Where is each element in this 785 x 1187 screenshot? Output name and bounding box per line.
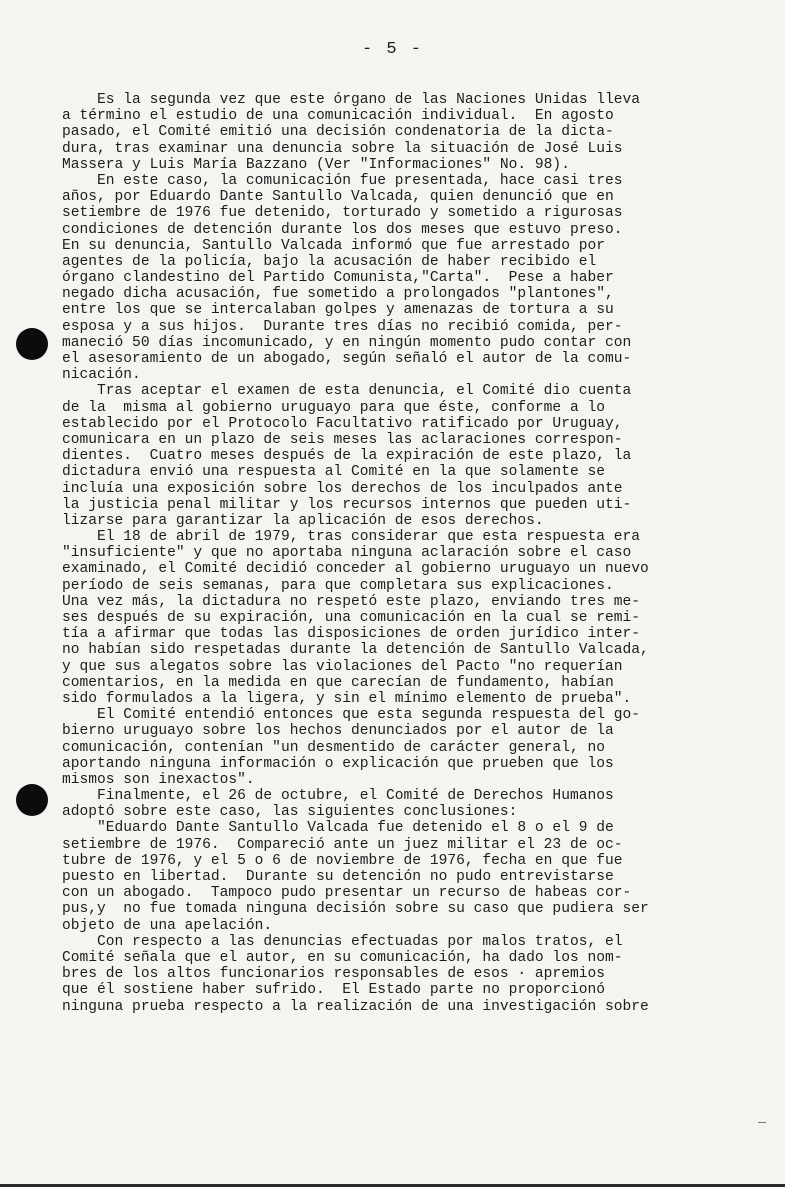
text-line: agentes de la policía, bajo la acusación de haber recibido el	[62, 253, 597, 270]
text-line: adoptó sobre este caso, las siguientes conclusiones:	[62, 804, 518, 821]
text-line: "insuficiente" y que no aportaba ninguna aclaración sobre el caso	[62, 545, 632, 562]
text-line: Con respecto a las denuncias efectuadas por malos tratos, el	[62, 933, 623, 950]
text-line: puesto en libertad. Durante su detención no pudo entrevistarse	[62, 869, 614, 885]
text-line: En este caso, la comunicación fue presentada, hace casi tres	[62, 172, 623, 189]
text-line: y que sus alegatos sobre las violaciones del Pacto "no requerían	[62, 658, 623, 675]
text-line: pasado, el Comité emitió una decisión condenatoria de la dicta-	[62, 124, 614, 141]
text-line: a término el estudio de una comunicación individual. En agosto	[62, 108, 614, 125]
body-text	[62, 92, 752, 1031]
text-line: órgano clandestino del Partido Comunista,"Carta". Pese a haber	[62, 270, 614, 287]
text-line: ses después de su expiración, una comunicación en la cual se remi-	[62, 610, 641, 626]
text-line: aportando ninguna información o explicación que prueben que los	[62, 755, 614, 772]
text-line: Comité señala que el autor, en su comunicación, ha dado los nom-	[62, 949, 623, 966]
text-line: período de seis semanas, para que completara sus explicaciones.	[62, 577, 614, 594]
text-line: dientes. Cuatro meses después de la expiración de este plazo, la	[62, 448, 632, 465]
text-line: sido formulados a la ligera, y sin el mínimo elemento de prueba".	[62, 690, 632, 707]
text-line: nicación.	[62, 367, 141, 384]
text-line: comunicación, contenían "un desmentido de carácter general, no	[62, 739, 605, 756]
text-line: dura, tras examinar una denuncia sobre la situación de José Luis	[62, 140, 623, 157]
text-line: setiembre de 1976. Compareció ante un juez militar el 23 de oc-	[62, 836, 623, 853]
text-line: Tras aceptar el examen de esta denuncia, el Comité dio cuenta	[62, 383, 632, 400]
text-line: tubre de 1976, y el 5 o 6 de noviembre de 1976, fecha en que fue	[62, 852, 623, 869]
text-line: objeto de una apelación.	[62, 917, 273, 934]
text-line: negado dicha acusación, fue sometido a prolongados "plantones",	[62, 286, 614, 303]
text-line: Finalmente, el 26 de octubre, el Comité de Derechos Humanos	[62, 788, 614, 805]
text-line: de la misma al gobierno uruguayo para que éste, conforme a lo	[62, 399, 605, 416]
text-line: con un abogado. Tampoco pudo presentar un recurso de habeas cor-	[62, 885, 632, 902]
text-line: esposa y a sus hijos. Durante tres días no recibió comida, per-	[62, 318, 623, 335]
text-line: En su denuncia, Santullo Valcada informó que fue arrestado por	[62, 237, 605, 254]
page-number: - 5 -	[361, 40, 423, 59]
text-line: ninguna prueba respecto a la realización de una investigación sobre	[62, 998, 649, 1015]
text-line: la justicia penal militar y los recursos internos que pueden uti-	[62, 496, 632, 513]
punch-hole-upper	[16, 328, 48, 360]
text-line: El Comité entendió entonces que esta segunda respuesta del go-	[62, 707, 641, 724]
text-line: bres de los altos funcionarios responsables de esos · apremios	[62, 966, 605, 983]
text-line: maneció 50 días incomunicado, y en ningún momento pudo contar con	[62, 334, 632, 351]
margin-tick	[758, 1122, 766, 1123]
text-line: dictadura envió una respuesta al Comité en la que solamente se	[62, 464, 605, 481]
text-line: mismos son inexactos".	[62, 771, 255, 788]
punch-hole-lower	[16, 784, 48, 816]
text-line: bierno uruguayo sobre los hechos denunciados por el autor de la	[62, 723, 614, 740]
text-line: años, por Eduardo Dante Santullo Valcada, quien denunció que en	[62, 189, 614, 206]
text-line: Es la segunda vez que este órgano de las Naciones Unidas lleva	[62, 92, 641, 108]
text-line: entre los que se intercalaban golpes y amenazas de tortura a su	[62, 302, 614, 319]
text-line: incluía una exposición sobre los derechos de los inculpados ante	[62, 480, 623, 497]
text-line: "Eduardo Dante Santullo Valcada fue detenido el 8 o el 9 de	[62, 820, 614, 837]
text-line: comentarios, en la medida en que carecían de fundamento, habían	[62, 674, 614, 691]
text-line: Una vez más, la dictadura no respetó este plazo, enviando tres me-	[62, 593, 641, 610]
text-line: Massera y Luis María Bazzano (Ver "Informaciones" No. 98).	[62, 156, 570, 173]
text-line: el asesoramiento de un abogado, según señaló el autor de la comu-	[62, 351, 632, 367]
text-line: condiciones de detención durante los dos meses que estuvo preso.	[62, 221, 623, 238]
text-line: lizarse para garantizar la aplicación de esos derechos.	[62, 512, 544, 529]
text-line: establecido por el Protocolo Facultativo ratificado por Uruguay,	[62, 415, 623, 432]
text-line	[62, 1015, 752, 1031]
text-line: examinado, el Comité decidió conceder al gobierno uruguayo un nuevo	[62, 561, 649, 578]
text-line: que él sostiene haber sufrido. El Estado parte no proporcionó	[62, 982, 605, 999]
text-line: setiembre de 1976 fue detenido, torturado y sometido a rigurosas	[62, 205, 623, 222]
text-line: no habían sido respetadas durante la detención de Santullo Valcada,	[62, 642, 649, 659]
text-line: comunicara en un plazo de seis meses las aclaraciones correspon-	[62, 431, 623, 448]
text-line: pus,y no fue tomada ninguna decisión sobre su caso que pudiera ser	[62, 901, 649, 918]
text-line: tía a afirmar que todas las disposiciones de orden jurídico inter-	[62, 626, 641, 643]
text-line: El 18 de abril de 1979, tras considerar que esta respuesta era	[62, 529, 641, 546]
